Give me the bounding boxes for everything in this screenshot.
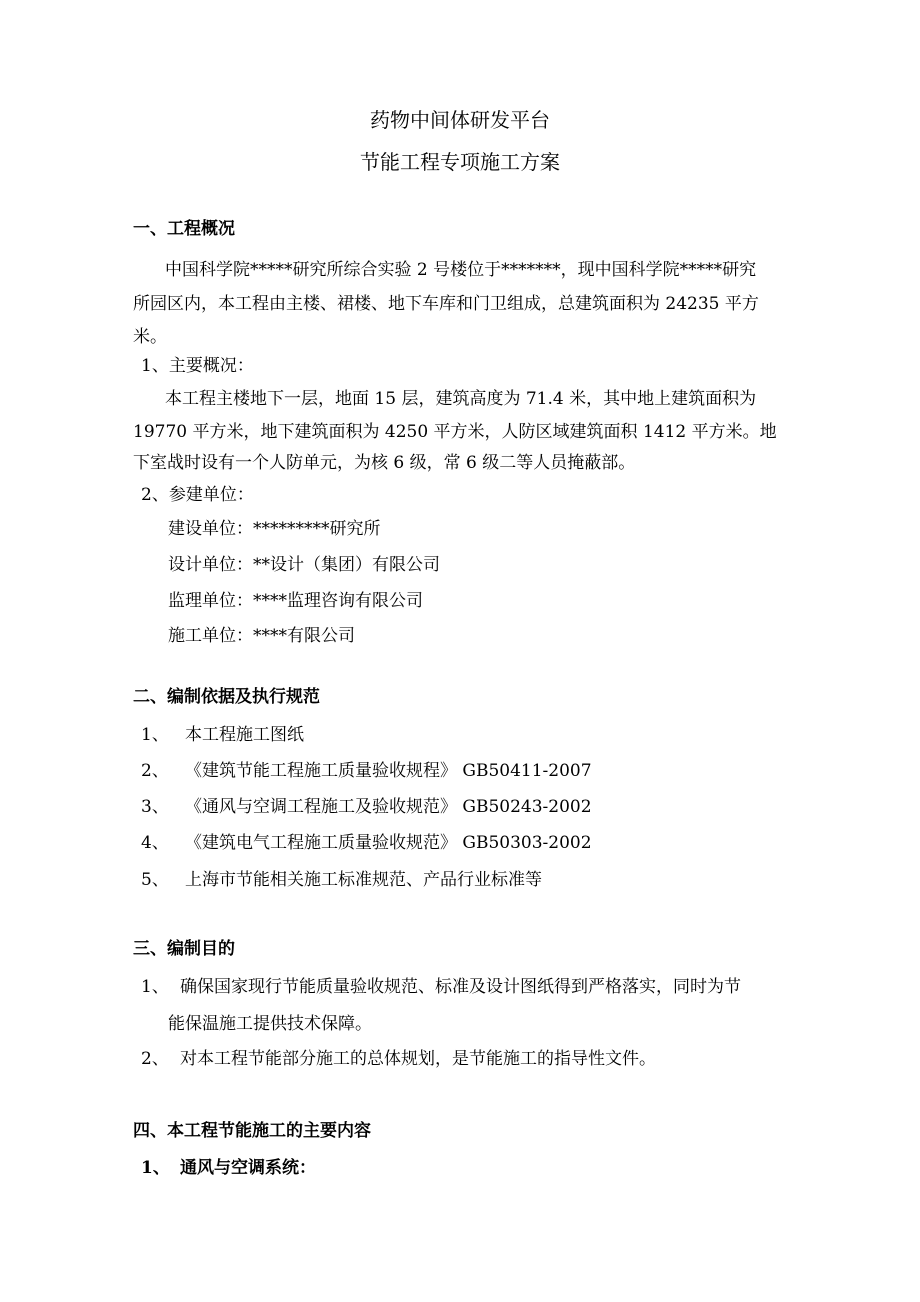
- section1-intro-line3: 米。: [133, 327, 167, 347]
- section1-sub1-line3: 下室战时设有一个人防单元，为核 6 级，常 6 级二等人员掩蔽部。: [133, 453, 636, 473]
- section1-heading: 一、工程概况: [133, 219, 235, 239]
- section1-sub1-line2: 19770 平方米，地下建筑面积为 4250 平方米，人防区域建筑面积 1412 平方米。地: [133, 422, 777, 442]
- section3-item-1-text: 确保国家现行节能质量验收规范、标准及设计图纸得到严格落实，同时为节: [180, 977, 741, 997]
- section3-item-1-num: 1、: [141, 977, 169, 997]
- section2-item-2-text: 《建筑节能工程施工质量验收规程》 GB50411-2007: [185, 761, 592, 781]
- section2-item-5: [141, 869, 542, 891]
- section2-item-2: [141, 760, 592, 782]
- section4-item-1-text: 通风与空调系统：: [180, 1158, 316, 1178]
- section3-item-1-continuation: 能保温施工提供技术保障。: [168, 1014, 372, 1034]
- section1-intro-line2: 所园区内，本工程由主楼、裙楼、地下车库和门卫组成，总建筑面积为 24235 平方: [133, 294, 759, 314]
- section2-item-5-num: 5、: [141, 870, 169, 890]
- section1-sub2-label: 2、参建单位：: [141, 485, 254, 505]
- section2-heading: 二、编制依据及执行规范: [133, 687, 320, 707]
- section4-heading: 四、本工程节能施工的主要内容: [133, 1121, 371, 1141]
- section4-item-1: [141, 1157, 316, 1179]
- unit-design: 设计单位：**设计（集团）有限公司: [168, 555, 440, 575]
- section4-item-1-num: 1、: [141, 1158, 170, 1178]
- section1-sub1-label: 1、主要概况：: [141, 356, 254, 376]
- section2-item-4-text: 《建筑电气工程施工质量验收规范》 GB50303-2002: [185, 833, 592, 853]
- unit-supervision: 监理单位：****监理咨询有限公司: [168, 591, 423, 611]
- section2-item-5-text: 上海市节能相关施工标准规范、产品行业标准等: [185, 870, 542, 890]
- section2-item-2-num: 2、: [141, 761, 169, 781]
- section2-item-4: [141, 832, 592, 854]
- unit-contractor: 施工单位：****有限公司: [168, 626, 355, 646]
- section2-item-1-text: 本工程施工图纸: [185, 725, 304, 745]
- document-title-line1: 药物中间体研发平台: [370, 108, 550, 132]
- section2-item-1: [141, 724, 304, 746]
- section1-intro-line1: 中国科学院*****研究所综合实验 2 号楼位于*******，现中国科学院*****研究: [165, 260, 757, 280]
- section3-item-2-num: 2、: [141, 1049, 169, 1069]
- document-title-line2: 节能工程专项施工方案: [360, 150, 560, 174]
- section2-item-3-num: 3、: [141, 797, 169, 817]
- section2-item-4-num: 4、: [141, 833, 169, 853]
- section1-sub1-line1: 本工程主楼地下一层，地面 15 层，建筑高度为 71.4 米，其中地上建筑面积为: [165, 389, 757, 409]
- section2-item-3-text: 《通风与空调工程施工及验收规范》 GB50243-2002: [185, 797, 592, 817]
- section3-item-2: [141, 1048, 656, 1070]
- section3-item-1: [141, 976, 741, 998]
- section2-item-1-num: 1、: [141, 725, 169, 745]
- section3-item-2-text: 对本工程节能部分施工的总体规划，是节能施工的指导性文件。: [180, 1049, 656, 1069]
- section3-heading: 三、编制目的: [133, 939, 235, 959]
- unit-construction: 建设单位：*********研究所: [168, 519, 381, 539]
- section2-item-3: [141, 796, 592, 818]
